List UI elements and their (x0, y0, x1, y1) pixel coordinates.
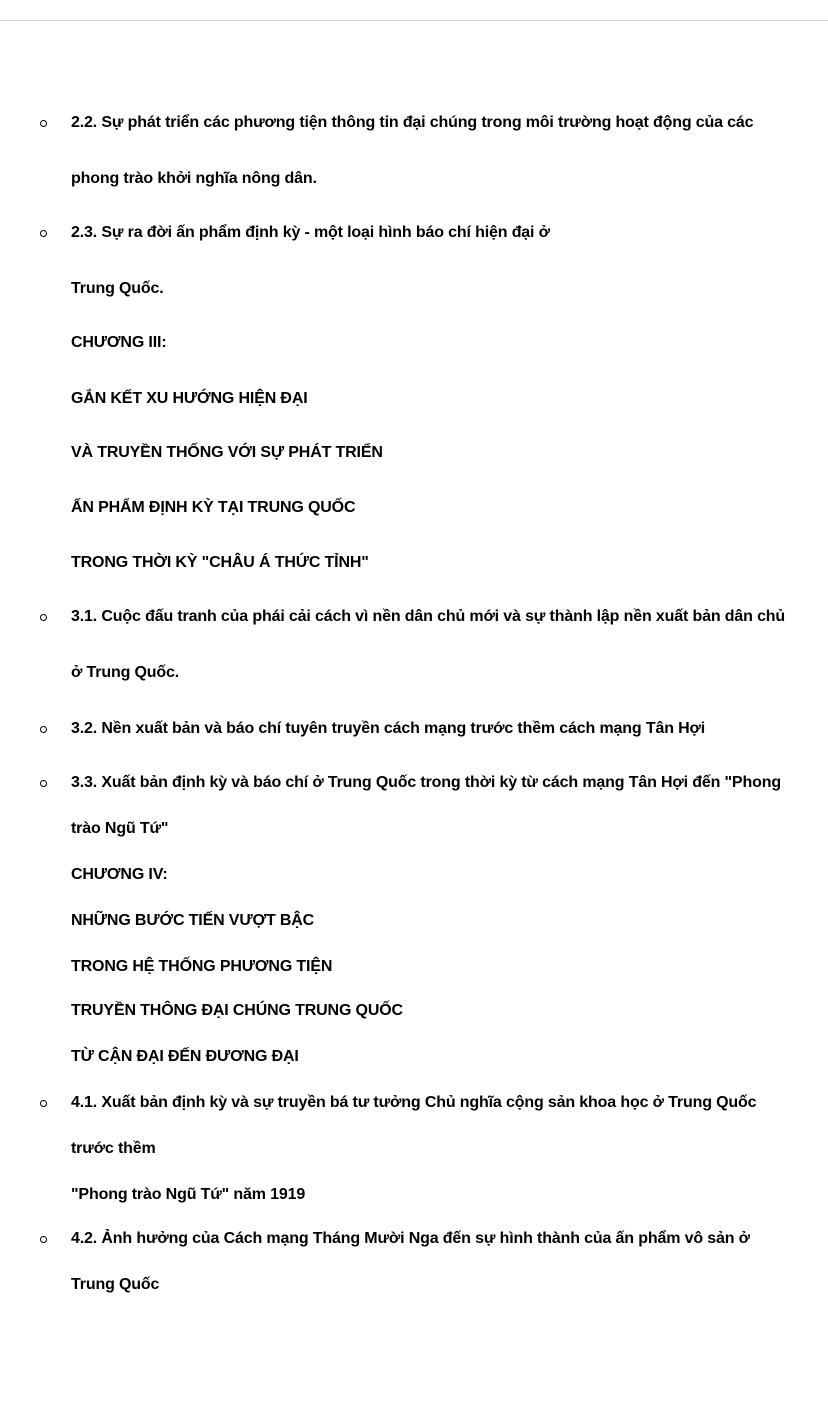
chapter-heading-line: TỪ CẬN ĐẠI ĐẾN ĐƯƠNG ĐẠI (71, 1048, 299, 1065)
top-divider (0, 20, 828, 21)
toc-entry-line: 3.3. Xuất bản định kỳ và báo chí ở Trung Quốc trong thời kỳ từ cách mạng Tân Hợi đến "Phong (71, 774, 781, 791)
toc-entry-line: 4.1. Xuất bản định kỳ và sự truyền bá tư tưởng Chủ nghĩa cộng sản khoa học ở Trung Quốc (71, 1094, 757, 1111)
toc-entry-line: ở Trung Quốc. (71, 664, 180, 681)
chapter-heading-line: TRONG HỆ THỐNG PHƯƠNG TIỆN (71, 958, 333, 975)
chapter-heading-line: TRONG THỜI KỲ "CHÂU Á THỨC TỈNH" (71, 554, 369, 571)
bullet-icon (40, 780, 47, 787)
toc-entry-line: Trung Quốc. (71, 280, 164, 297)
bullet-icon (40, 1236, 47, 1243)
chapter-heading-line: VÀ TRUYỀN THỐNG VỚI SỰ PHÁT TRIỂN (71, 444, 383, 461)
chapter-heading-line: GẮN KẾT XU HƯỚNG HIỆN ĐẠI (71, 390, 308, 407)
toc-entry-line: 2.3. Sự ra đời ấn phẩm định kỳ - một loại hình báo chí hiện đại ở (71, 224, 550, 241)
toc-entry-line: Trung Quốc (71, 1276, 160, 1293)
bullet-icon (40, 614, 47, 621)
toc-entry-line: 2.2. Sự phát triển các phương tiện thông tin đại chúng trong môi trường hoạt động của các (71, 114, 754, 131)
chapter-heading-line: TRUYỀN THÔNG ĐẠI CHÚNG TRUNG QUỐC (71, 1002, 403, 1019)
toc-entry-line: "Phong trào Ngũ Tứ" năm 1919 (71, 1186, 306, 1203)
chapter-heading-line: ẤN PHẨM ĐỊNH KỲ TẠI TRUNG QUỐC (71, 499, 356, 516)
bullet-icon (40, 230, 47, 237)
chapter-heading-line: CHƯƠNG III: (71, 334, 167, 351)
chapter-heading-line: NHỮNG BƯỚC TIẾN VƯỢT BẬC (71, 912, 315, 929)
toc-entry-line: 3.1. Cuộc đấu tranh của phái cải cách vì nền dân chủ mới và sự thành lập nền xuất bản dân chủ (71, 608, 786, 625)
bullet-icon (40, 1100, 47, 1107)
toc-entry-line: 4.2. Ảnh hưởng của Cách mạng Tháng Mười Nga đến sự hình thành của ấn phẩm vô sản ở (71, 1230, 750, 1247)
chapter-heading-line: CHƯƠNG IV: (71, 866, 168, 883)
toc-entry-line: trước thềm (71, 1140, 156, 1157)
toc-entry-line: 3.2. Nền xuất bản và báo chí tuyên truyền cách mạng trước thềm cách mạng Tân Hợi (71, 720, 706, 737)
bullet-icon (40, 726, 47, 733)
toc-entry-line: trào Ngũ Tứ" (71, 820, 169, 837)
toc-entry-line: phong trào khởi nghĩa nông dân. (71, 170, 317, 187)
bullet-icon (40, 120, 47, 127)
